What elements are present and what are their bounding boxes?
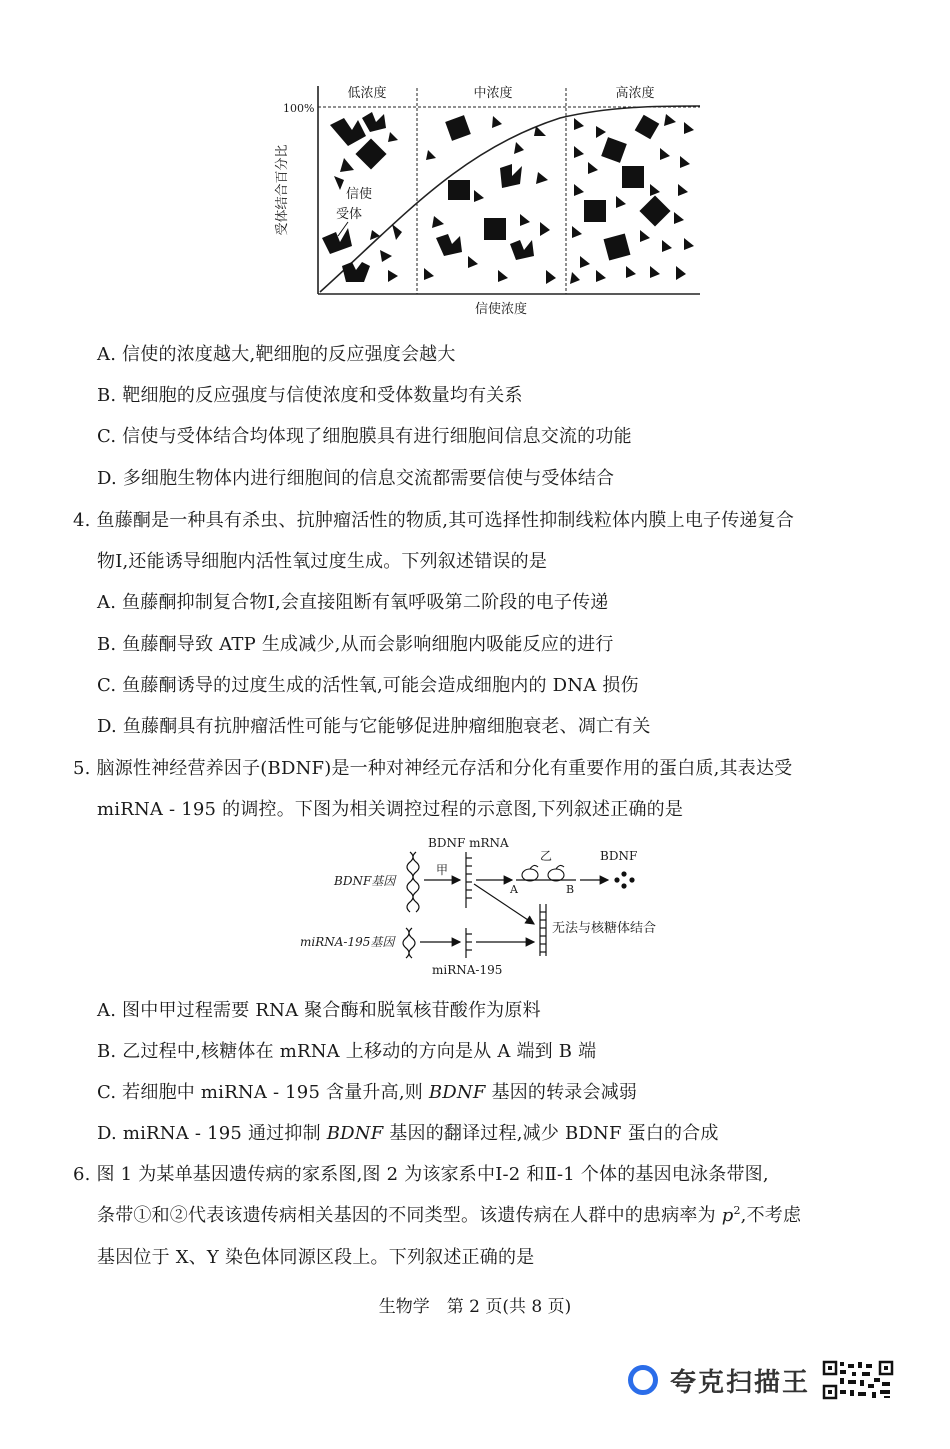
bdnf-protein-label: BDNF	[600, 849, 638, 863]
bound-receptor-shape	[584, 200, 606, 222]
bound-receptor-shape	[604, 234, 631, 261]
messenger-triangle	[540, 222, 550, 236]
process-jia-label: 甲	[436, 863, 449, 877]
scanner-logo-icon	[628, 1365, 658, 1395]
q6-prevalence-exponent: 2	[733, 1204, 741, 1217]
messenger-triangle	[468, 256, 478, 268]
messenger-triangle	[534, 126, 546, 136]
messenger-triangle	[680, 156, 690, 168]
q5-option-d	[97, 1119, 719, 1145]
q3-option-b: B. 靶细胞的反应强度与信使浓度和受体数量均有关系	[97, 385, 523, 406]
messenger-triangle	[640, 230, 650, 242]
messenger-triangle	[574, 146, 584, 158]
bdnf-mrna-strand	[466, 852, 472, 908]
messenger-triangle	[388, 132, 398, 142]
q5-stem-line2: miRNA - 195 的调控。下图为相关调控过程的示意图,下列叙述正确的是	[97, 799, 684, 820]
x-axis-label: 信使浓度	[474, 302, 528, 317]
receptor-binding-figure	[260, 78, 720, 323]
qr-code-icon	[822, 1360, 894, 1400]
q3-option-d: D. 多细胞生物体内进行细胞间的信息交流都需要信使与受体结合	[97, 468, 615, 489]
q4-option-b: B. 鱼藤酮导致 ATP 生成减少,从而会影响细胞内吸能反应的进行	[97, 634, 614, 655]
messenger-triangle	[340, 158, 354, 172]
q5-option-d-text-1: D. miRNA - 195 通过抑制	[97, 1123, 327, 1144]
q4-stem-line1: 4. 鱼藤酮是一种具有杀虫、抗肿瘤活性的物质,其可选择性抑制线粒体内膜上电子传递复合	[73, 510, 795, 531]
messenger-triangle	[678, 184, 688, 196]
messenger-triangle	[498, 270, 508, 282]
messenger-triangle	[650, 184, 660, 196]
messenger-triangle	[388, 270, 398, 282]
q4-option-d: D. 鱼藤酮具有抗肿瘤活性可能与它能够促进肿瘤细胞衰老、凋亡有关	[97, 716, 651, 737]
bound-receptor-shape	[484, 218, 506, 240]
messenger-triangle	[596, 270, 606, 282]
y-axis-label: 受体结合百分比	[275, 144, 290, 236]
bound-receptor-shape	[635, 115, 660, 140]
messenger-triangle	[616, 196, 626, 208]
q6-stem-line2-text-1: 条带①和②代表该遗传病相关基因的不同类型。该遗传病在人群中的患病率为	[97, 1205, 722, 1226]
messenger-triangle	[474, 190, 484, 202]
q4-option-a: A. 鱼藤酮抑制复合物Ⅰ,会直接阻断有氧呼吸第二阶段的电子传递	[97, 592, 609, 613]
receptor-shape	[510, 240, 534, 260]
mirna-strand	[466, 928, 472, 958]
pointer-arrow	[334, 176, 344, 190]
scanner-watermark	[628, 1360, 894, 1400]
bdnf-gene-label: BDNF基因	[334, 874, 396, 888]
messenger-triangle	[626, 266, 636, 278]
messenger-triangle	[684, 122, 694, 134]
scanner-name: 夸克扫描王	[670, 1367, 811, 1398]
panel-label-high: 高浓度	[615, 86, 655, 101]
messenger-label: 信使	[346, 187, 373, 202]
mirna-label: miRNA-195	[432, 963, 503, 977]
messenger-triangle	[572, 226, 582, 238]
messenger-triangle	[520, 214, 530, 226]
bound-receptor-shape	[445, 115, 471, 141]
messenger-triangle	[574, 184, 584, 196]
q5-option-b: B. 乙过程中,核糖体在 mRNA 上移动的方向是从 A 端到 B 端	[97, 1041, 597, 1062]
q3-option-a: A. 信使的浓度越大,靶细胞的反应强度会越大	[97, 344, 456, 365]
messenger-triangle	[536, 172, 548, 184]
messenger-triangle	[426, 150, 436, 160]
mirna-gene-label: miRNA-195基因	[300, 935, 395, 949]
panel-label-low: 低浓度	[347, 86, 387, 101]
bdnf-gene-helix	[407, 852, 419, 912]
messenger-triangle	[546, 270, 556, 284]
mirna-gene-helix	[403, 928, 415, 958]
q6-prevalence-variable: p	[721, 1205, 734, 1226]
bound-receptor-shape	[601, 137, 627, 163]
messenger-triangle	[392, 224, 402, 240]
process-yi-label: 乙	[540, 849, 553, 863]
mirna-mrna-complex	[540, 904, 546, 956]
bound-receptor-shape	[622, 166, 644, 188]
page-footer: 生物学 第 2 页(共 8 页)	[378, 1297, 572, 1317]
bound-receptor-shape	[355, 138, 386, 169]
medium-concentration-panel	[424, 115, 556, 284]
messenger-triangle	[674, 212, 684, 224]
bound-receptor-shape	[448, 180, 470, 200]
messenger-triangle	[380, 250, 392, 262]
messenger-triangle	[570, 272, 580, 284]
receptor-shape	[342, 262, 370, 282]
messenger-triangle	[662, 240, 672, 252]
end-b-label: B	[566, 883, 575, 896]
q6-stem-line3: 基因位于 X、Y 染色体同源区段上。下列叙述正确的是	[97, 1247, 535, 1268]
q5-option-c-gene: BDNF	[428, 1082, 486, 1103]
messenger-triangle	[432, 216, 444, 228]
no-ribosome-binding-label: 无法与核糖体结合	[552, 921, 657, 936]
receptor-shape	[330, 118, 366, 146]
messenger-triangle	[676, 266, 686, 280]
messenger-triangle	[660, 148, 670, 160]
q5-option-d-text-2: 基因的翻译过程,减少 BDNF 蛋白的合成	[383, 1123, 719, 1144]
receptor-shape	[436, 234, 462, 256]
q5-option-d-gene: BDNF	[326, 1123, 384, 1144]
q4-stem-line2: 物Ⅰ,还能诱导细胞内活性氧过度生成。下列叙述错误的是	[97, 551, 548, 572]
bdnf-regulation-diagram	[290, 830, 690, 980]
q5-stem-line1: 5. 脑源性神经营养因子(BDNF)是一种对神经元存活和分化有重要作用的蛋白质,其表达受	[73, 758, 793, 779]
receptor-shape	[362, 112, 386, 132]
messenger-triangle	[664, 114, 676, 126]
end-a-label: A	[510, 883, 518, 896]
q5-option-a: A. 图中甲过程需要 RNA 聚合酶和脱氧核苷酸作为原料	[97, 1000, 541, 1021]
y-tick-100: 100%	[283, 102, 315, 115]
bdnf-mrna-label: BDNF mRNA	[428, 836, 509, 850]
q6-stem-line1: 6. 图 1 为某单基因遗传病的家系图,图 2 为该家系中Ⅰ-2 和Ⅱ-1 个体的基因电泳条带图,	[73, 1164, 769, 1185]
bound-receptor-shape	[639, 195, 670, 226]
messenger-triangle	[588, 162, 598, 174]
ribosome-icons	[522, 865, 564, 881]
bdnf-protein-dots	[614, 871, 634, 888]
q3-option-c: C. 信使与受体结合均体现了细胞膜具有进行细胞间信息交流的功能	[97, 426, 632, 447]
messenger-triangle	[596, 126, 606, 138]
messenger-triangle	[424, 268, 434, 280]
panel-label-mid: 中浓度	[473, 86, 513, 101]
receptor-shape	[322, 228, 352, 254]
q6-stem-line2	[97, 1201, 801, 1227]
messenger-triangle	[580, 256, 590, 268]
q5-option-c-text-2: 基因的转录会减弱	[485, 1082, 638, 1103]
high-concentration-panel	[570, 114, 694, 284]
q5-option-c	[97, 1078, 637, 1104]
messenger-triangle	[492, 116, 502, 128]
messenger-triangle	[650, 266, 660, 278]
q5-option-c-text-1: C. 若细胞中 miRNA - 195 含量升高,则	[97, 1082, 429, 1103]
messenger-triangle	[574, 118, 584, 130]
messenger-triangle	[684, 238, 694, 250]
q4-option-c: C. 鱼藤酮诱导的过度生成的活性氧,可能会造成细胞内的 DNA 损伤	[97, 675, 639, 696]
q6-stem-line2-text-2: ,不考虑	[740, 1205, 802, 1226]
receptor-shape	[500, 164, 522, 188]
receptor-label: 受体	[336, 207, 363, 222]
messenger-triangle	[514, 142, 524, 154]
mrna-to-complex-arrow	[474, 884, 534, 924]
